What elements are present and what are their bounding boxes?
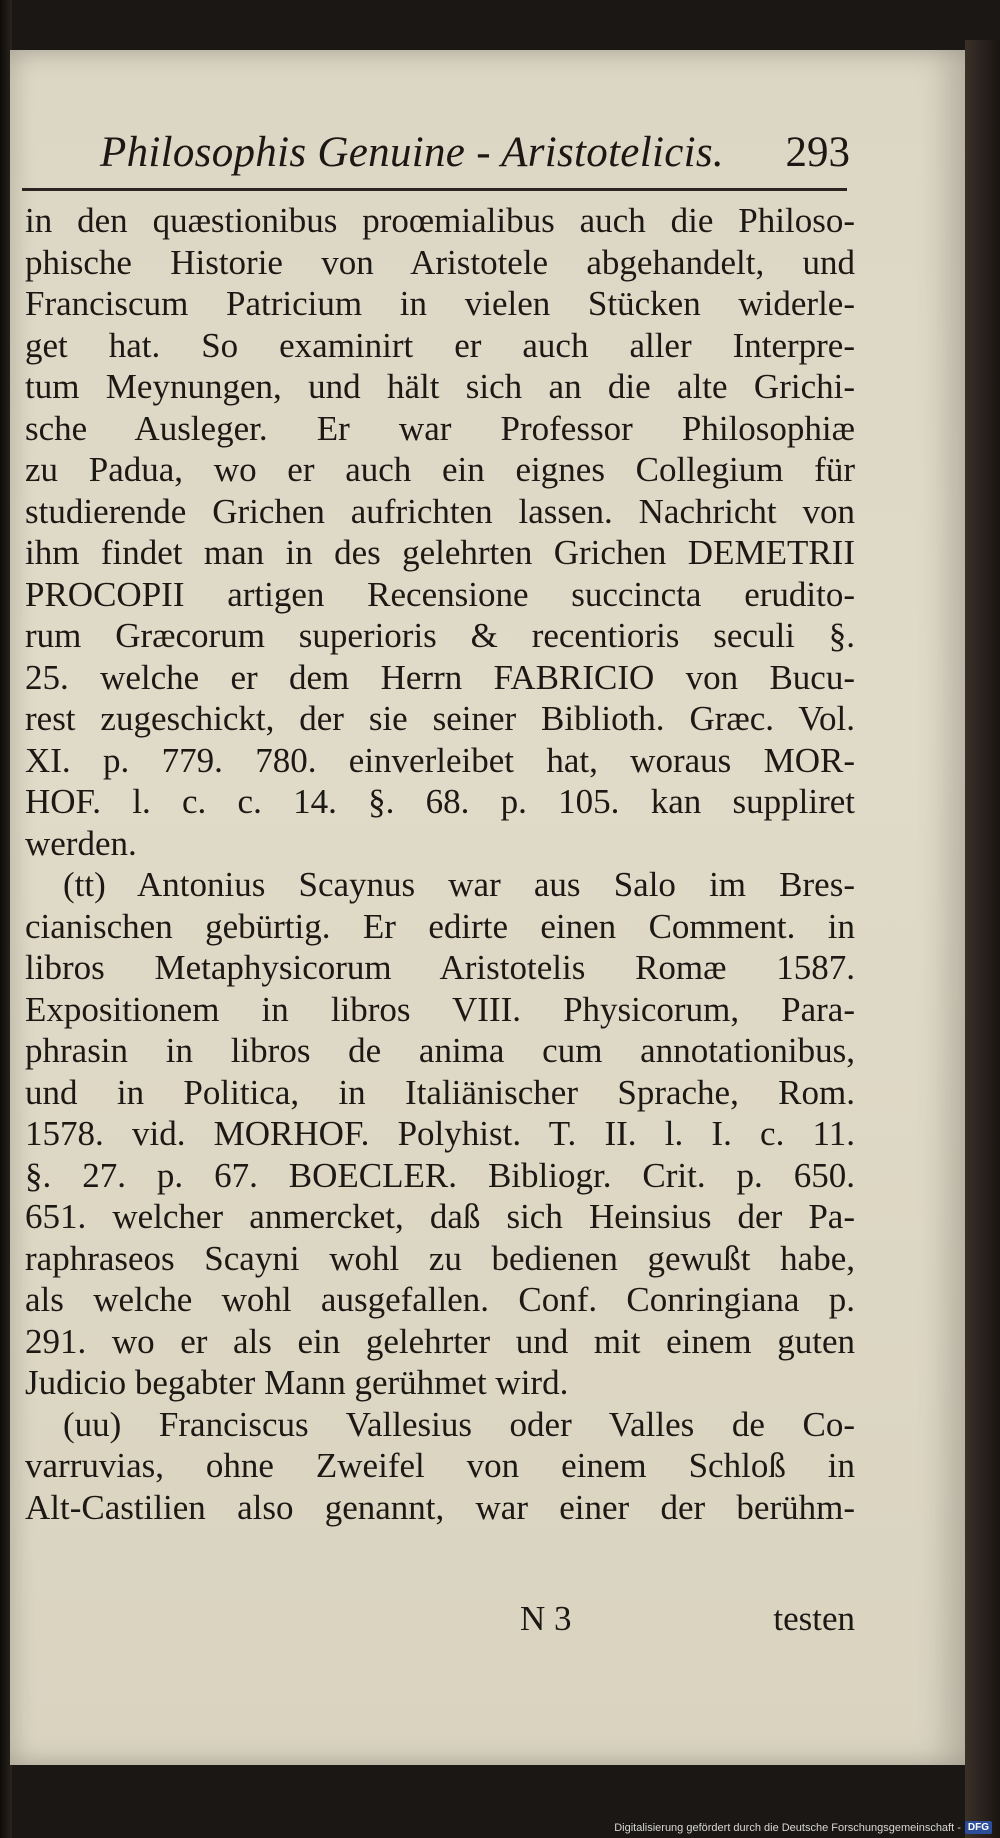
text-line: phrasin in libros de anima cum annotationibus, [25,1031,855,1070]
text-line: 651. welcher anmercket, daß sich Heinsius der Pa- [25,1197,855,1236]
text-line: varruvias, ohne Zweifel von einem Schloß in [25,1446,855,1485]
text-line: Expositionem in libros VIII. Physicorum, Para- [25,989,855,1029]
text-line: zu Padua, wo er auch ein eignes Collegium für [25,450,855,489]
text-line: in den quæstionibus proœmialibus auch die Philoso- [25,201,855,240]
text-line: sche Ausleger. Er war Professor Philosophiæ [25,408,855,448]
header-rule [22,188,847,191]
text-line: rum Græcorum superioris & recentioris seculi §. [25,616,855,655]
text-line: PROCOPII artigen Recensione succincta erudito- [25,574,855,614]
text-line: tum Meynungen, und hält sich an die alte Grichi- [25,367,855,406]
text-line: rest zugeschickt, der sie seiner Biblioth. Græc. Vol. [25,699,855,738]
text-line: phische Historie von Aristotele abgehandelt, und [25,242,855,282]
dfg-logo: DFG [965,1821,992,1834]
text-line: studierende Grichen aufrichten lassen. Nachricht von [25,491,855,531]
page-footer [25,1599,855,1643]
text-line: libros Metaphysicorum Aristotelis Romæ 1587. [25,948,855,987]
scan-right-edge [965,40,1000,1838]
text-line: 25. welche er dem Herrn FABRICIO von Bucu- [25,657,855,697]
text-line: Alt-Castilien also genannt, war einer der berühm- [25,1487,855,1527]
text-line: HOF. l. c. c. 14. §. 68. p. 105. kan suppliret [25,782,855,821]
running-title: Philosophis Genuine - Aristotelicis. [100,129,724,176]
catchword: testen [773,1599,855,1638]
page-number: 293 [785,129,850,176]
text-line: werden. [25,823,137,863]
text-line: 1578. vid. MORHOF. Polyhist. T. II. l. I. c. 11. [25,1114,855,1153]
text-line: als welche wohl ausgefallen. Conf. Conringiana p. [25,1280,855,1319]
text-line: raphraseos Scayni wohl zu bedienen gewußt habe, [25,1238,855,1278]
footnote-tt-start: (tt) Antonius Scaynus war aus Salo im Bres- [63,865,855,904]
text-line: XI. p. 779. 780. einverleibet hat, woraus MOR- [25,740,855,780]
text-line: Franciscum Patricium in vielen Stücken widerle- [25,284,855,323]
text-line: 291. wo er als ein gelehrter und mit einem guten [25,1321,855,1361]
signature-mark: N 3 [520,1599,572,1638]
credit-text: Digitalisierung gefördert durch die Deutsche Forschungsgemeinschaft - [614,1821,961,1834]
text-line: get hat. So examinirt er auch aller Interpre- [25,325,855,365]
text-line: §. 27. p. 67. BOECLER. Bibliogr. Crit. p. 650. [25,1155,855,1195]
text-line: ihm findet man in des gelehrten Grichen DEMETRII [25,533,855,572]
footnote-uu-start: (uu) Franciscus Vallesius oder Valles de Co- [63,1404,855,1444]
body-text [25,200,855,1528]
digitization-credit [614,1821,992,1834]
text-line: cianischen gebürtig. Er edirte einen Comment. in [25,906,855,946]
text-line: und in Politica, in Italiänischer Sprache, Rom. [25,1072,855,1112]
page-header [100,128,850,180]
text-line: Judicio begabter Mann gerühmet wird. [25,1363,569,1402]
